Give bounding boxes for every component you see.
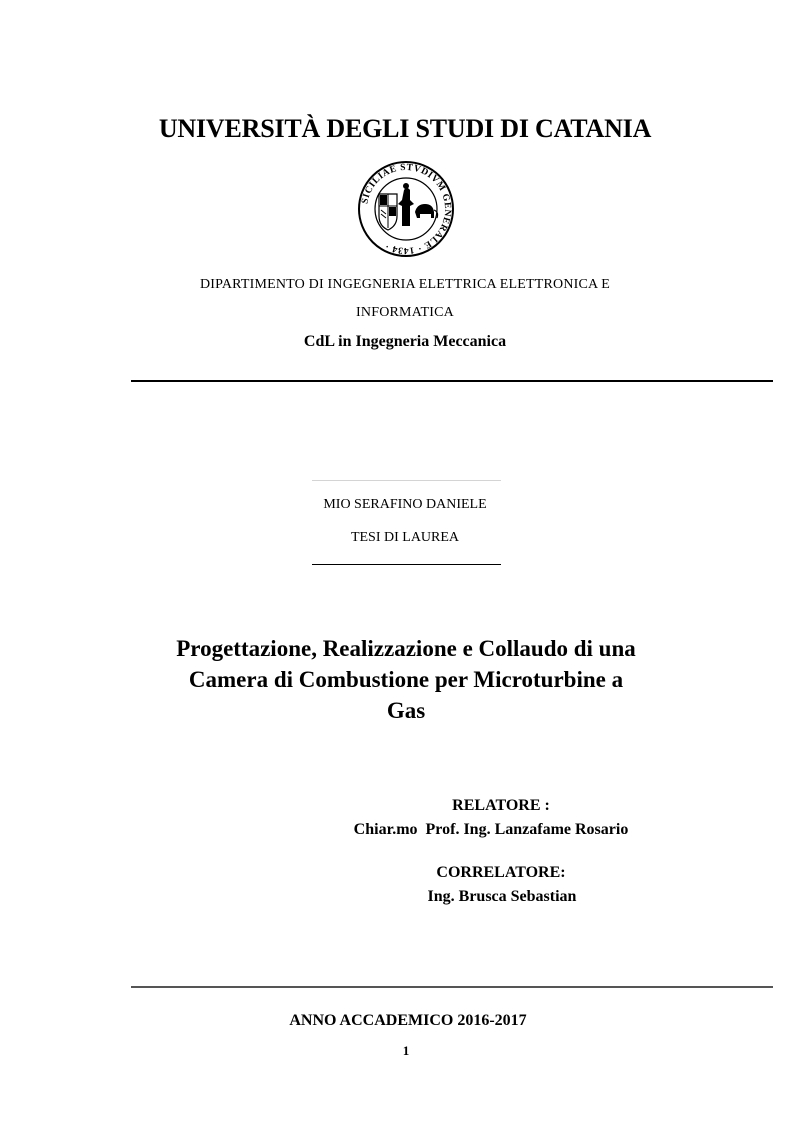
- author-name: MIO SERAFINO DANIELE: [323, 497, 487, 512]
- correlatore-name: Ing. Brusca Sebastian: [427, 888, 577, 905]
- relatore-label: RELATORE :: [452, 797, 550, 814]
- department-line-1: DIPARTIMENTO DI INGEGNERIA ELETTRICA ELETTRONICA E: [199, 277, 611, 292]
- svg-text:SICILIAE STVDIVM GENERALE · 14: SICILIAE STVDIVM GENERALE · 1434 ·: [360, 162, 453, 256]
- document-type: TESI DI LAUREA: [350, 530, 460, 545]
- correlatore-label: CORRELATORE:: [436, 864, 566, 881]
- degree-course: CdL in Ingegneria Meccanica: [303, 333, 507, 350]
- author-top-rule: [312, 480, 501, 481]
- thesis-title-line-3: Gas: [386, 698, 426, 723]
- academic-year: ANNO ACCADEMICO 2016-2017: [289, 1012, 527, 1029]
- bottom-divider: [131, 986, 773, 988]
- page-number: 1: [402, 1043, 410, 1058]
- top-divider: [131, 380, 773, 382]
- thesis-title-line-2: Camera di Combustione per Microturbine a: [188, 667, 624, 692]
- department-line-2: INFORMATICA: [356, 305, 454, 320]
- author-bottom-rule: [312, 564, 501, 565]
- university-seal-icon: [357, 160, 455, 258]
- university-name: UNIVERSITÀ DEGLI STUDI DI CATANIA: [158, 114, 652, 143]
- thesis-title-line-1: Progettazione, Realizzazione e Collaudo di una: [176, 636, 636, 661]
- thesis-title: [100, 633, 712, 726]
- relatore-name: Chiar.mo Prof. Ing. Lanzafame Rosario: [353, 821, 629, 838]
